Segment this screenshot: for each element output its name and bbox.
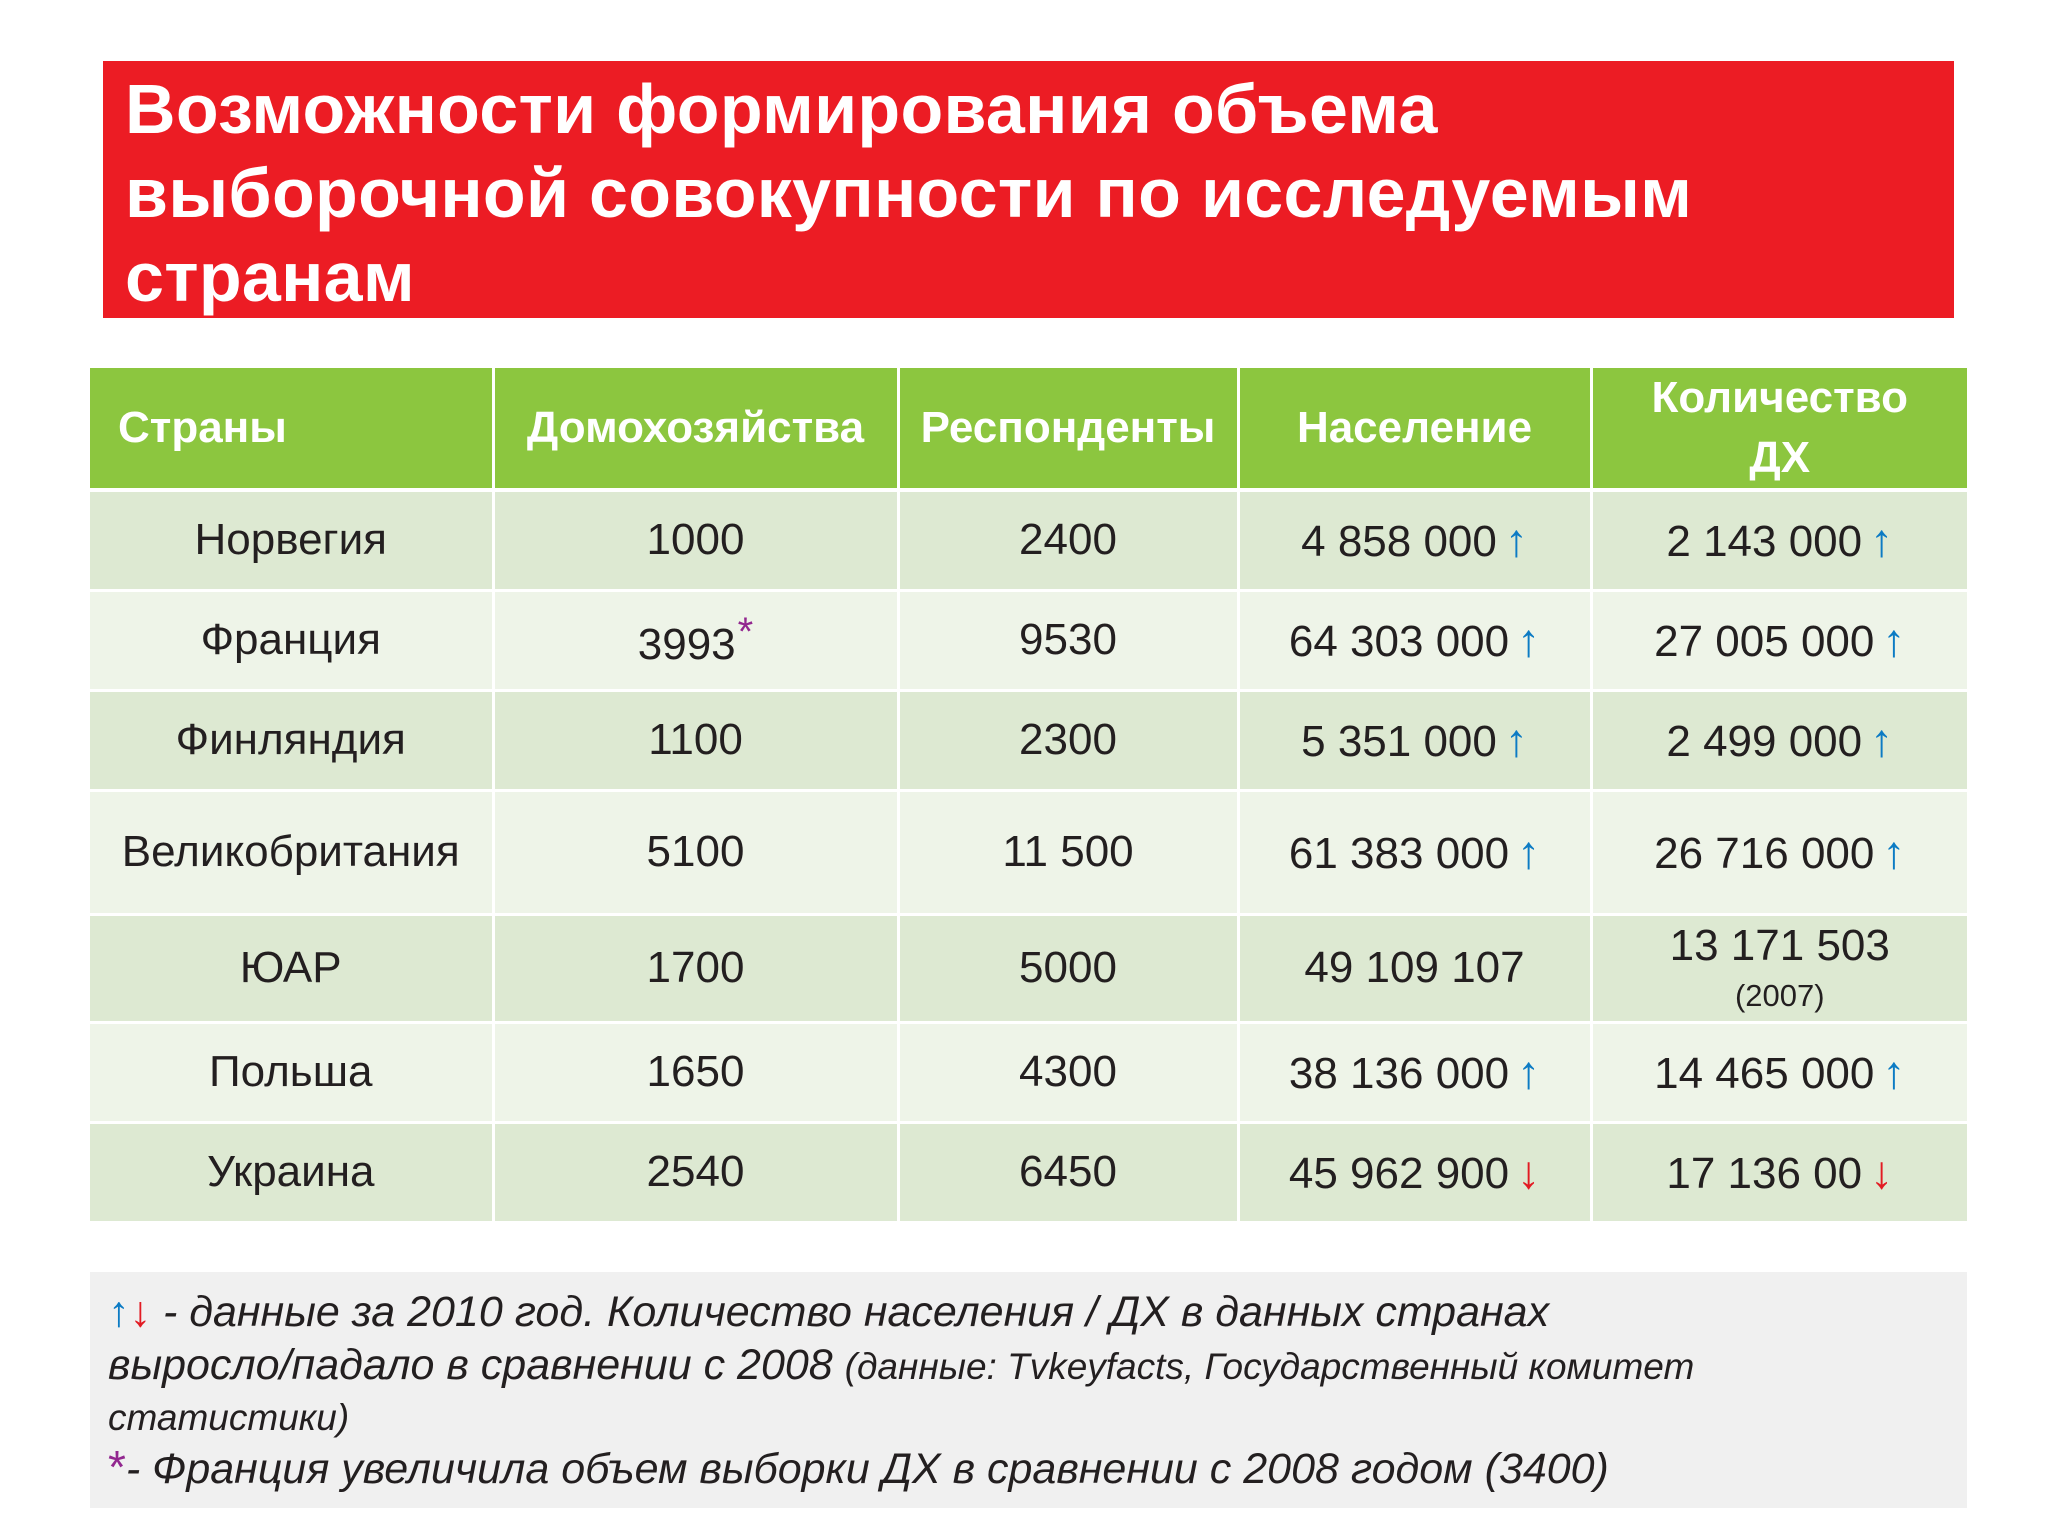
population-value: 64 303 000 [1288,617,1510,666]
households-value: 3993 [637,620,736,669]
cell-dh-count [1591,1022,1967,1122]
households-value: 1650 [646,1047,745,1096]
footnote-line2-text: выросло/падало в сравнении с 2008 [108,1341,845,1389]
cell-households [493,914,898,1022]
households-value: 1000 [646,515,745,565]
table-row [90,490,1967,590]
header-population: Население [1238,368,1591,490]
title-line-2: выборочной совокупности по исследуемым [125,154,1693,232]
cell-respondents: 11 500 [898,790,1238,914]
dh-count-year-note: (2007) [1734,978,1825,1013]
dh-count-value: 2 143 000 [1666,517,1863,567]
cell-dh-count [1591,490,1967,590]
cell-respondents: 6450 [898,1122,1238,1222]
header-dh-count [1591,368,1967,490]
title-line-1: Возможности формирования объема [125,70,1438,148]
population-value: 61 383 000 [1288,829,1510,878]
asterisk-icon: * [108,1441,126,1493]
arrow-up-icon: ↑ [1882,826,1906,878]
cell-dh-count [1591,914,1967,1022]
arrow-up-icon: ↑ [1870,714,1894,766]
header-country: Страны [90,368,493,490]
table-row [90,790,1967,914]
households-value: 5100 [646,827,745,876]
cell-households [493,1022,898,1122]
arrow-down-icon: ↓ [129,1288,151,1336]
footnote-line-4 [108,1441,1967,1496]
households-value: 1700 [646,943,745,992]
arrow-up-icon: ↑ [1517,614,1541,666]
cell-country: ЮАР [90,914,493,1022]
dh-count-value: 27 005 000 [1654,617,1875,666]
cell-households [493,1122,898,1222]
cell-country: Украина [90,1122,493,1222]
arrow-up-icon: ↑ [1504,714,1528,766]
cell-households [493,490,898,590]
cell-population [1238,490,1591,590]
population-value: 49 109 107 [1304,943,1525,992]
footnote-line-2 [108,1339,1967,1393]
footnote [90,1272,1967,1508]
footnote-line-3 [108,1393,1967,1441]
dh-count-value: 26 716 000 [1654,829,1875,878]
cell-population [1238,790,1591,914]
households-value: 1100 [648,715,743,764]
footnote-line-1 [108,1286,1967,1339]
arrow-up-icon: ↑ [1882,1046,1906,1098]
footnote-source: (данные: Tvkeyfacts, Государственный комитет [844,1346,1695,1387]
arrow-down-icon: ↓ [1870,1146,1894,1198]
cell-households [493,790,898,914]
cell-dh-count [1591,790,1967,914]
dh-count-value: 2 499 000 [1666,717,1863,766]
cell-dh-count [1591,690,1967,790]
slide-title [103,61,1954,318]
dh-count-value: 14 465 000 [1654,1049,1875,1098]
footnote-line4-text: - Франция увеличила объем выборки ДХ в сравнении с 2008 годом (3400) [125,1445,1609,1493]
population-value: 5 351 000 [1301,717,1497,766]
header-households: Домохозяйства [493,368,898,490]
arrow-up-icon: ↑ [1517,826,1541,878]
table-header-row [90,368,1967,490]
arrow-up-icon: ↑ [1870,514,1894,567]
arrow-up-icon: ↑ [1517,1046,1541,1098]
population-value: 4 858 000 [1301,517,1497,567]
table-row [90,690,1967,790]
arrow-down-icon: ↓ [1517,1146,1541,1198]
table-row [90,590,1967,690]
header-dh-count-line1: Количество [1651,373,1908,422]
cell-households [493,590,898,690]
cell-population [1238,1122,1591,1222]
cell-respondents: 2400 [898,490,1238,590]
cell-respondents: 5000 [898,914,1238,1022]
cell-country: Франция [90,590,493,690]
cell-country: Финляндия [90,690,493,790]
cell-population [1238,590,1591,690]
asterisk-icon: * [737,610,754,654]
footnote-source-cont: статистики) [108,1397,350,1438]
cell-country: Великобритания [90,790,493,914]
dh-count-value: 13 171 503 [1669,921,1890,970]
footnote-line1-text: - данные за 2010 год. Количество населения / ДХ в данных странах [151,1288,1550,1336]
title-line-3: странам [125,238,415,316]
table-row [90,914,1967,1022]
cell-dh-count [1591,1122,1967,1222]
countries-table [90,368,1967,1224]
cell-households [493,690,898,790]
cell-population [1238,690,1591,790]
table-row [90,1122,1967,1222]
cell-respondents: 2300 [898,690,1238,790]
arrow-up-icon: ↑ [1882,614,1906,666]
dh-count-value: 17 136 00 [1666,1149,1863,1198]
population-value: 38 136 000 [1288,1049,1510,1098]
cell-country: Польша [90,1022,493,1122]
cell-respondents: 4300 [898,1022,1238,1122]
arrow-up-icon: ↑ [1504,514,1528,567]
cell-population [1238,914,1591,1022]
header-dh-count-line2: ДХ [1749,433,1811,482]
households-value: 2540 [646,1147,745,1196]
table-row [90,1022,1967,1122]
cell-population [1238,1022,1591,1122]
population-value: 45 962 900 [1288,1149,1510,1198]
header-respondents: Респонденты [898,368,1238,490]
arrow-up-icon: ↑ [108,1288,130,1336]
cell-dh-count [1591,590,1967,690]
cell-country: Норвегия [90,490,493,590]
cell-respondents: 9530 [898,590,1238,690]
